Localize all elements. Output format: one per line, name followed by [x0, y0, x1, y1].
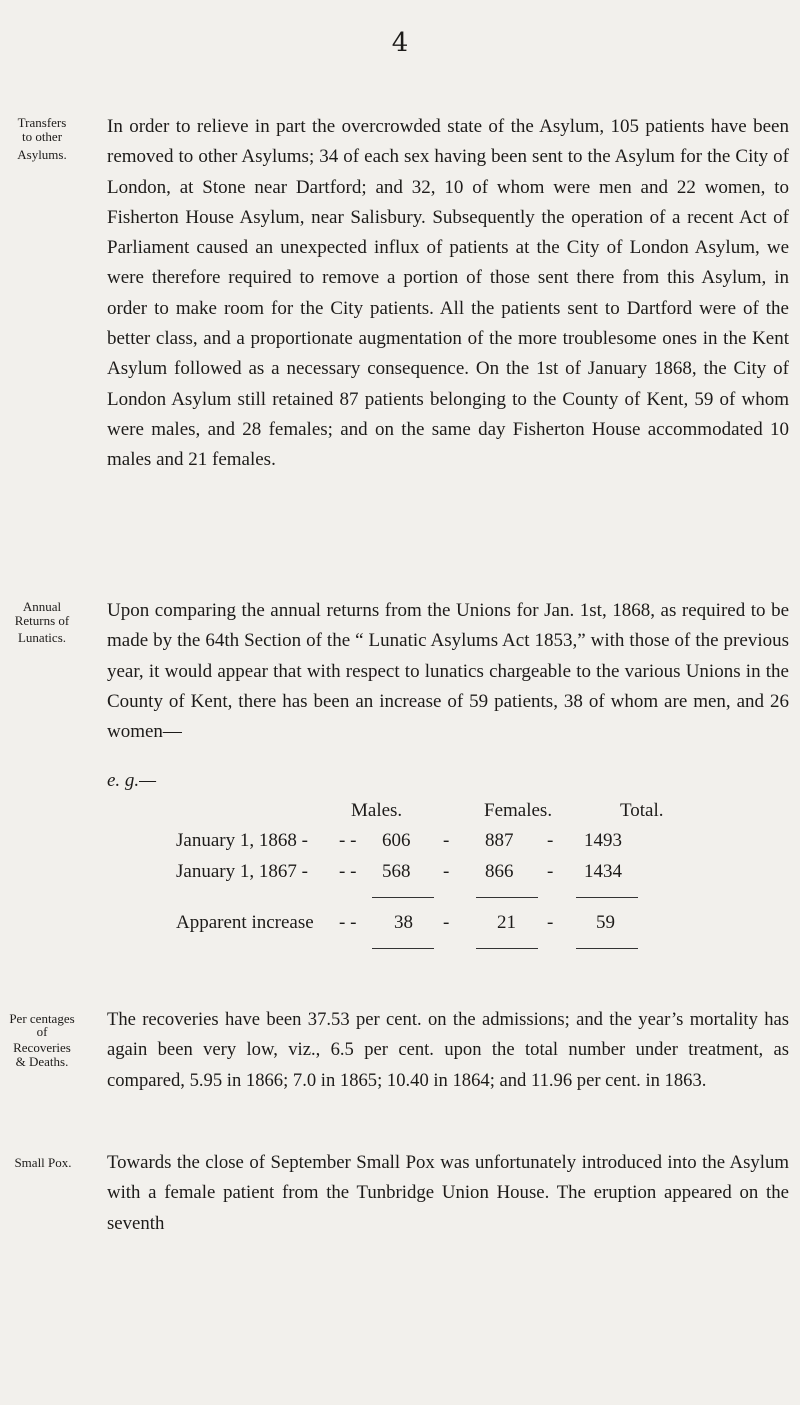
margin-note-small-pox [0, 1156, 86, 1170]
margin-note-percentages [0, 1012, 84, 1069]
row-dashes: - - [339, 830, 357, 851]
cell-females: 21 [497, 912, 516, 933]
margin-line: to other [21, 129, 63, 144]
margin-line: Per centages [9, 1011, 75, 1026]
col-header-total: Total. [620, 800, 664, 821]
cell-total: 1493 [584, 830, 622, 851]
cell-males: 568 [382, 861, 411, 882]
margin-line: Transfers [17, 115, 67, 130]
margin-line: of [36, 1024, 48, 1039]
sum-rule [576, 948, 638, 949]
margin-line: Small Pox. [14, 1155, 72, 1170]
row-dashes: - - [339, 861, 357, 882]
paragraph-small-pox: Towards the close of September Small Pox was unfortunately introduced into the Asylum with a female patient from the Tunbridge Union House. The eruption appeared on the seventh [107, 1152, 789, 1234]
sum-rule [372, 897, 434, 898]
margin-line: & Deaths. [15, 1054, 69, 1069]
col-header-females: Females. [484, 800, 553, 821]
margin-line: Annual [22, 599, 62, 614]
margin-line: Recoveries [13, 1040, 71, 1055]
paragraph-percentages: The recoveries have been 37.53 per cent. on the admissions; and the year’s mortality has again been very low, viz., 6.5 per cent. upon the total number under treatment, as compared, 5.95 in 1866; 7.0 in 1865; 10.40 in 1864; and 11.96 per cent. in 1863. [107, 1009, 789, 1091]
margin-note-transfers [4, 116, 80, 162]
sum-rule [476, 948, 538, 949]
cell-total: 59 [596, 912, 615, 933]
margin-note-annual-returns [4, 600, 80, 645]
row-dashes: - - [339, 912, 357, 933]
cell-total: 1434 [584, 861, 622, 882]
margin-line: Lunatics. [17, 630, 66, 645]
row-label: January 1, 1868 - [176, 830, 308, 851]
sum-rule [476, 897, 538, 898]
cell-females: 887 [485, 830, 514, 851]
row-label: January 1, 1867 - [176, 861, 308, 882]
col-header-males: Males. [351, 800, 403, 821]
sum-rule [576, 897, 638, 898]
paragraph-annual-returns: Upon comparing the annual returns from the Unions for Jan. 1st, 1868, as required to be made by the 64th Section of the “ Lunatic Asylums Act 1853,” with those of the previous year, it would appear that with respect to lunatics chargeable to the various Unions in the County of Kent, there has been an increase of 59 patients, 38 of whom are men, and 26 women— [107, 600, 789, 743]
margin-line: Returns of [14, 613, 70, 628]
margin-line: Asylums. [17, 147, 67, 162]
cell-males: 606 [382, 830, 411, 851]
paragraph-transfers: In order to relieve in part the overcrowded state of the Asylum, 105 patients have been removed to other Asylums; 34 of each sex having been sent to the Asylum for the City of London, at Stone near Dartford; and 32, 10 of whom were men and 22 women, to Fisherton House Asylum, near Salisbury. Subsequently the operation of a recent Act of Parliament caused an unexpected influx of patients at the City of London Asylum, we were therefore required to remove a portion of those sent there from this Asylum, in order to make room for the City patients. All the patients sent to Dartford were of the better class, and a proportionate augmentation of the more troublesome ones in the Kent Asylum followed as a necessary consequence. On the 1st of January 1868, the City of London Asylum still retained 87 patients belonging to the County of Kent, 59 of whom were males, and 28 females; and on the same day Fisherton House accommodated 10 males and 21 females. [107, 116, 789, 471]
eg-label: e. g.— [107, 770, 157, 791]
row-label: Apparent increase [176, 912, 314, 933]
sum-rule [372, 948, 434, 949]
cell-females: 866 [485, 861, 514, 882]
page-number: 4 [391, 28, 409, 58]
cell-males: 38 [394, 912, 413, 933]
